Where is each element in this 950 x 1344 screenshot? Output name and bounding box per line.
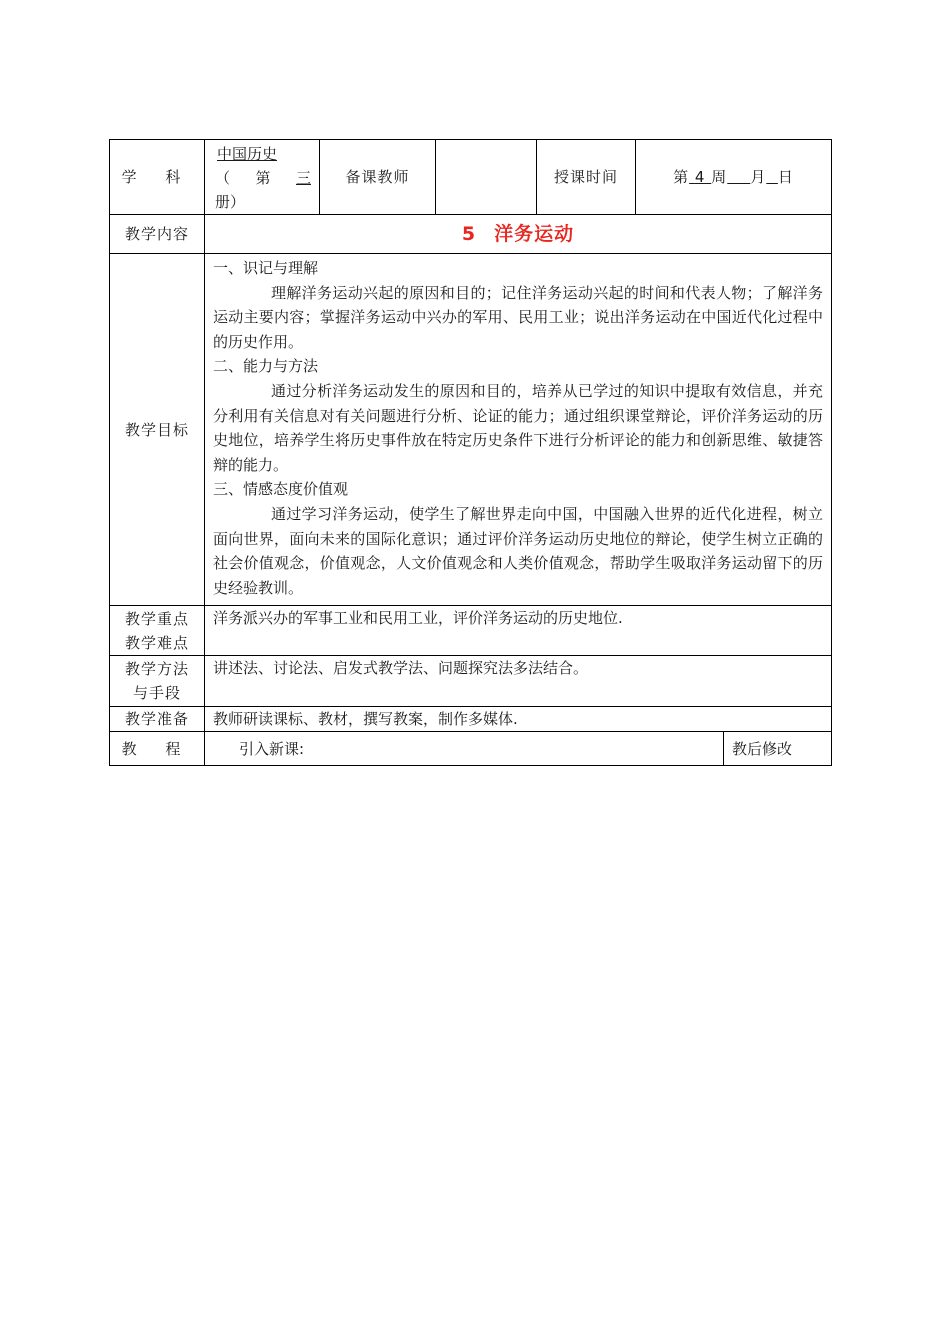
time-label: 授课时间 <box>537 140 636 215</box>
goals-section1-text: 理解洋务运动兴起的原因和目的；记住洋务运动兴起的时间和代表人物；了解洋务运动主要内容；掌握洋务运动中兴办的军用、民用工业；说出洋务运动在中国近代化过程中的历史作用。 <box>213 283 824 351</box>
goals-section3-heading: 三、情感态度价值观 <box>213 480 349 499</box>
goals-text-cell <box>205 254 832 606</box>
subject-di: 第 <box>255 169 271 187</box>
process-row <box>110 732 832 766</box>
subject-label: 学 科 <box>121 168 193 186</box>
process-intro: 引入新课: <box>205 732 724 766</box>
time-week <box>689 168 711 186</box>
subject-name: 中国历史 <box>217 145 278 163</box>
teacher-value <box>436 140 537 215</box>
content-row <box>110 215 832 254</box>
preparation-row <box>110 707 832 732</box>
subject-value-line3: 册） <box>215 193 246 211</box>
subject-paren: （ <box>215 169 231 187</box>
focus-label-line2: 教学难点 <box>124 633 189 652</box>
lesson-title: 洋务运动 <box>494 223 575 245</box>
goals-section1-heading: 一、识记与理解 <box>213 259 319 277</box>
content-label: 教学内容 <box>110 215 205 254</box>
methods-label-line2: 与手段 <box>132 684 181 702</box>
revision-label: 教后修改 <box>724 732 832 766</box>
focus-label-cell <box>110 606 205 656</box>
preparation-text: 教师研读课标、教材，撰写教案，制作多媒体. <box>205 707 832 732</box>
time-month-blank <box>727 168 750 186</box>
subject-volume: 三 <box>295 169 311 187</box>
teacher-label: 备课教师 <box>320 140 436 215</box>
time-month-unit: 月 <box>750 168 767 186</box>
subject-value-cell <box>205 140 320 215</box>
focus-label-line1: 教学重点 <box>124 609 189 628</box>
focus-row <box>110 606 832 656</box>
goals-section2-text: 通过分析洋务运动发生的原因和目的，培养从已学过的知识中提取有效信息，并充分利用有关信息对有关问题进行分析、论证的能力；通过组织课堂辩论，评价洋务运动的历史地位，培养学生将历史事件放在特定历史条件下进行分析评论的能力和创新思维、敏捷答辩的能力。 <box>213 381 824 474</box>
time-day-unit: 日 <box>777 168 794 186</box>
lesson-number: 5 <box>461 223 477 245</box>
lesson-plan-table <box>109 139 832 766</box>
time-day-blank <box>766 168 778 186</box>
focus-text: 洋务派兴办的军事工业和民用工业，评价洋务运动的历史地位. <box>205 606 832 656</box>
process-label: 教 程 <box>121 739 193 758</box>
goals-label: 教学目标 <box>110 254 205 606</box>
goals-section2-heading: 二、能力与方法 <box>213 357 319 376</box>
time-value-cell <box>636 140 832 215</box>
preparation-label: 教学准备 <box>110 707 205 732</box>
methods-label-line1: 教学方法 <box>124 660 189 678</box>
header-row <box>110 140 832 215</box>
goals-row <box>110 254 832 606</box>
goals-section3-text: 通过学习洋务运动，使学生了解世界走向中国，中国融入世界的近代化进程，树立面向世界，面向未来的国际化意识；通过评价洋务运动历史地位的辩论，使学生树立正确的社会价值观念，价值观念，人文价值观念和人类价值观念，帮助学生吸取洋务运动留下的历史经验教训。 <box>213 504 824 597</box>
subject-label-cell <box>110 140 205 215</box>
subject-value-line1 <box>215 142 311 166</box>
methods-row <box>110 656 832 707</box>
subject-value-line2 <box>215 166 311 190</box>
time-week-number: 4 <box>694 168 706 186</box>
lesson-title-cell <box>205 215 832 254</box>
methods-text: 讲述法、讨论法、启发式教学法、问题探究法多法结合。 <box>205 656 832 707</box>
process-label-cell <box>110 732 205 766</box>
time-prefix: 第 <box>673 168 690 186</box>
methods-label-cell <box>110 656 205 707</box>
time-week-unit: 周 <box>711 168 728 186</box>
